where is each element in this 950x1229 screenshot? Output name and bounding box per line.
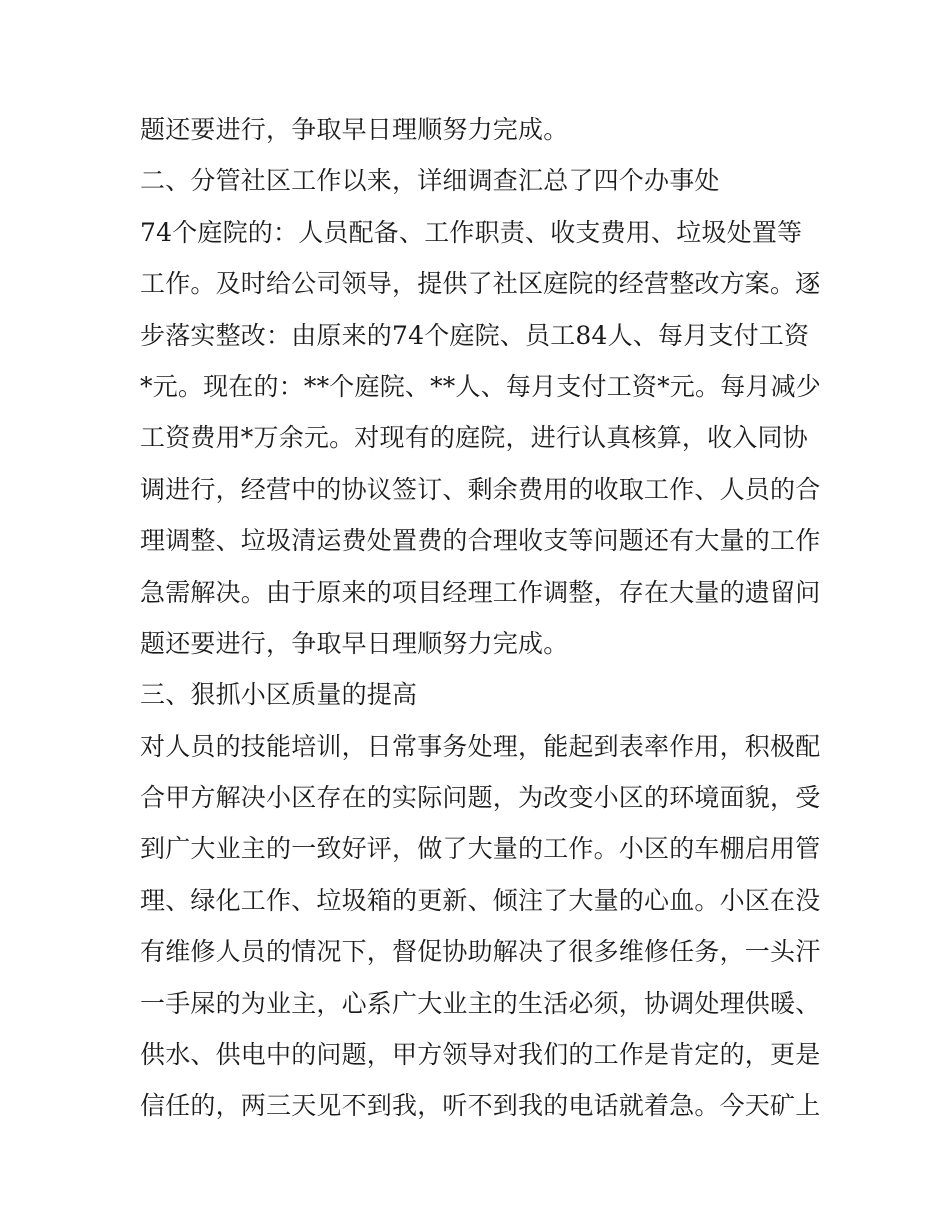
section-heading-2: 二、分管社区工作以来，详细调查汇总了四个办事处 [140,166,720,196]
text-line-11: 题还要进行，争取早日理顺努力完成。 [140,628,569,658]
text-line-5: 步落实整改：由原来的74个庭院、员工84人、每月支付工资 [140,320,810,350]
text-line-18: 一手屎的为业主，心系广大业主的生活必须，协调处理供暖、 [140,988,821,1018]
text-line-10: 急需解决。由于原来的项目经理工作调整，存在大量的遗留问 [140,577,821,607]
text-line-19: 供水、供电中的问题，甲方领导对我们的工作是肯定的，更是 [140,1040,821,1070]
text-line-3: 74个庭院的：人员配备、工作职责、收支费用、垃圾处置等 [140,217,803,247]
text-line-4: 工作。及时给公司领导，提供了社区庭院的经营整改方案。逐 [140,269,821,299]
text-line-14: 合甲方解决小区存在的实际问题，为改变小区的环境面貌，受 [140,783,821,813]
text-line-1: 题还要进行，争取早日理顺努力完成。 [140,115,569,144]
text-line-16: 理、绿化工作、垃圾箱的更新、倾注了大量的心血。小区在没 [140,885,821,915]
text-line-6: *元。现在的：**个庭院、**人、每月支付工资*元。每月减少 [140,371,822,401]
document-body [140,104,820,1132]
text-line-13: 对人员的技能培训，日常事务处理，能起到表率作用，积极配 [140,731,821,761]
text-line-17: 有维修人员的情况下，督促协助解决了很多维修任务，一头汗 [140,937,821,967]
text-line-20: 信任的，两三天见不到我，听不到我的电话就着急。今天矿上 [140,1091,821,1121]
text-line-8: 调进行，经营中的协议签订、剩余费用的收取工作、人员的合 [140,474,821,504]
text-line-7: 工资费用*万余元。对现有的庭院，进行认真核算，收入同协 [140,423,808,453]
text-line-9: 理调整、垃圾清运费处置费的合理收支等问题还有大量的工作 [140,526,821,556]
text-line-15: 到广大业主的一致好评，做了大量的工作。小区的车棚启用管 [140,834,821,864]
section-heading-3: 三、狠抓小区质量的提高 [140,680,418,710]
